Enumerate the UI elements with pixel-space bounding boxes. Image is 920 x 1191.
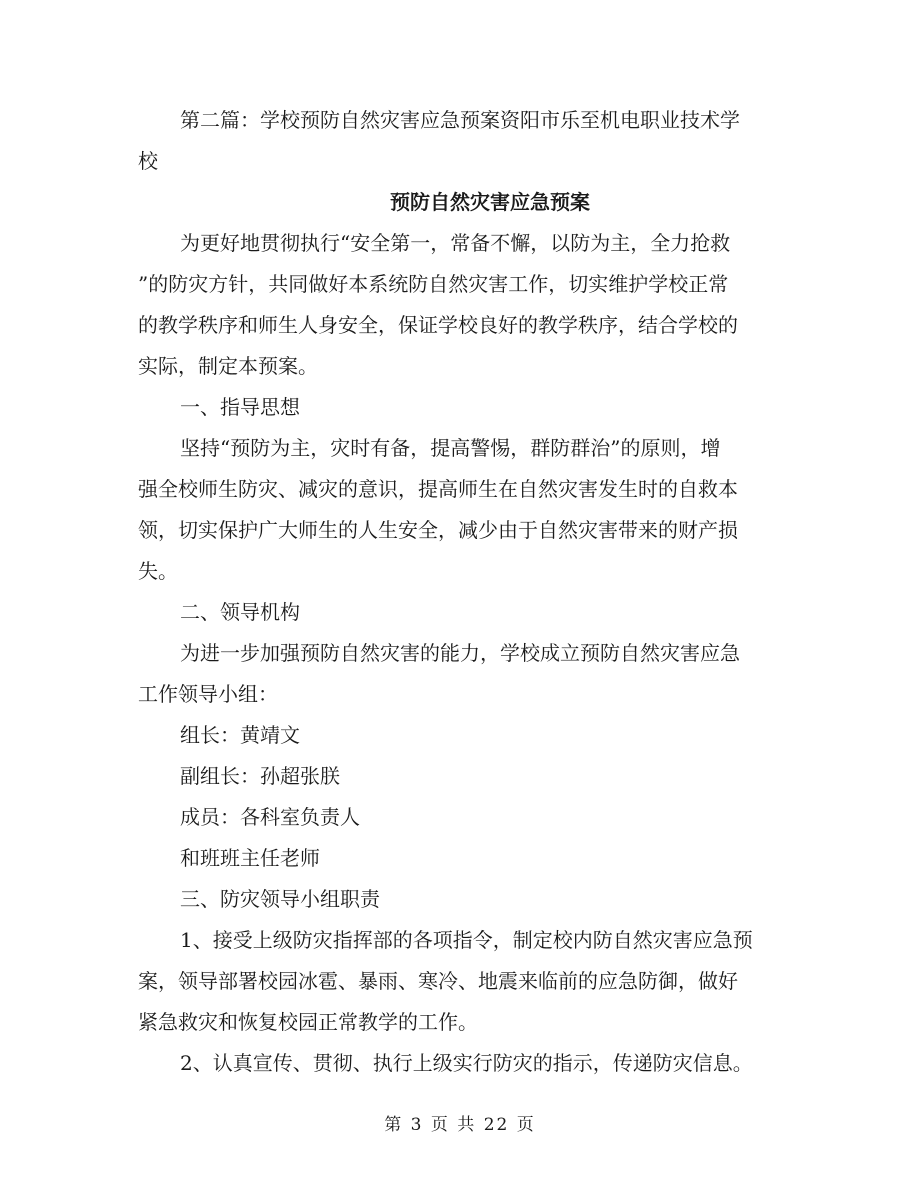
text-line: 和班班主任老师: [180, 846, 320, 870]
text-line: 2、认真宣传、贯彻、执行上级实行防灾的指示，传递防灾信息。: [180, 1051, 753, 1075]
page-footer: 第 3 页 共 22 页: [384, 1115, 536, 1135]
text-line: 为更好地贯彻执行“安全第一，常备不懈，以防为主，全力抢救: [180, 231, 731, 255]
text-line: 二、领导机构: [180, 600, 300, 624]
text-line: 为进一步加强预防自然灾害的能力，学校成立预防自然灾害应急: [180, 641, 740, 665]
text-line: 的教学秩序和师生人身安全，保证学校良好的教学秩序，结合学校的: [138, 313, 738, 337]
text-line: 实际，制定本预案。: [138, 354, 318, 378]
text-line: 领，切实保护广大师生的人生安全，减少由于自然灾害带来的财产损: [138, 518, 738, 542]
text-line: 坚持“预防为主，灾时有备，提高警惕，群防群治”的原则，增: [180, 436, 721, 460]
text-line: 失。: [138, 559, 178, 583]
document-title: 预防自然灾害应急预案: [390, 190, 590, 214]
document-body: [138, 100, 782, 1084]
text-line: 副组长：孙超张朕: [180, 764, 340, 788]
text-line: 紧急救灾和恢复校园正常教学的工作。: [138, 1010, 478, 1034]
text-line: 强全校师生防灾、减灾的意识，提高师生在自然灾害发生时的自救本: [138, 477, 738, 501]
text-line: ”的防灾方针，共同做好本系统防自然灾害工作，切实维护学校正常: [138, 272, 729, 296]
text-line: 1、接受上级防灾指挥部的各项指令，制定校内防自然灾害应急预: [180, 928, 753, 952]
text-line: 校: [138, 149, 158, 173]
text-line: 三、防灾领导小组职责: [180, 887, 380, 911]
text-line: 第二篇：学校预防自然灾害应急预案资阳市乐至机电职业技术学: [180, 108, 740, 132]
text-line: 组长：黄靖文: [180, 723, 300, 747]
text-line: 工作领导小组：: [138, 682, 278, 706]
text-line: 一、指导思想: [180, 395, 300, 419]
text-line: 案，领导部署校园冰雹、暴雨、寒冷、地震来临前的应急防御，做好: [138, 969, 738, 993]
text-line: 成员：各科室负责人: [180, 805, 360, 829]
